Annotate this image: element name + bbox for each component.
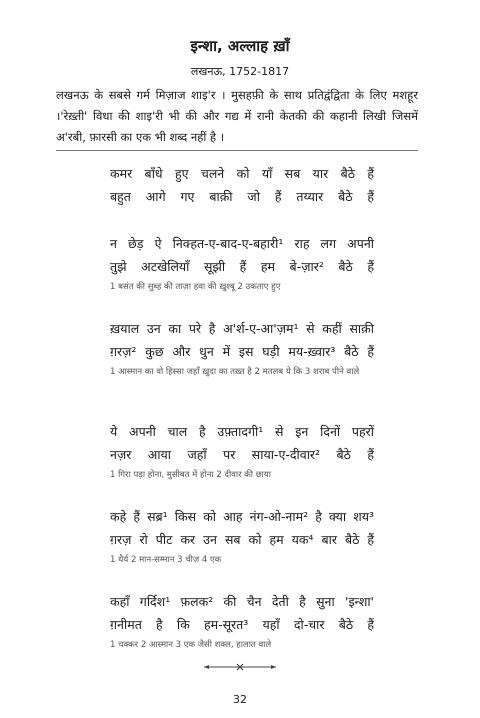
sher-2-footnote: 1 बसंत की सुब्ह की ताज़ा हवा की ख़ुश्बू 2 उकताए हुए [110,282,281,292]
sher-3-line-2: ग़रज़² कुछ और धुन में इस घड़ी मय-ख़्वार³ बैठे हैं [110,344,374,359]
sher-1-line-1: कमर बाँधे हुए चलने को याँ सब यार बैठे हैं [110,166,374,181]
sher-2-line-2: तुझे अटखेलियाँ सूझी हैं हम बे-ज़ार² बैठे हैं [110,259,374,274]
divider-line [56,150,418,151]
sher-6-footnote: 1 चक्कर 2 आस्मान 3 एक जैसी शक्ल, हालात वाले [110,640,272,650]
sher-4-line-1: ये अपनी चाल है उफ़्तादगी¹ से इन दिनों पहरों [110,424,374,439]
sher-6-line-1: कहाँ गर्दिश¹ फ़लक² की चैन देती है सुना 'इन्शा' [110,594,374,609]
sher-5-line-2: ग़रज़ रो पीट कर उन सब को हम यक⁴ बार बैठे हैं [110,532,374,547]
sher-1 [110,162,374,232]
sher-2 [110,232,374,317]
sher-4 [110,420,374,505]
sher-3 [110,317,374,420]
sher-6 [110,590,374,660]
sher-6-line-2: ग़नीमत है कि हम-सूरत³ यहाँ दो-चार बैठे हैं [110,617,374,632]
sher-5 [110,505,374,590]
sher-5-line-1: कहे हैं सब्र¹ किस को आह नंग-ओ-नाम² है क्या शय³ [110,509,374,524]
ghazal-body [110,162,374,660]
poet-introduction: लखनऊ के सबसे गर्म मिज़ाज शाइ'र । मुसहफ़ी के साथ प्रतिद्वंद्विता के लिए मशहूर ।'रेख़्ती' विधा की शाइ'री भी की और गद्य में रानी केतकी की कहानी लिखी जिसमें अ'रबी, फ़ारसी का एक भी शब्द नहीं है । [56,88,418,144]
sher-2-line-1: न छेड़ ऐ निक्हत-ए-बाद-ए-बहारी¹ राह लग अपनी [110,236,374,251]
sher-5-footnote: 1 धैर्य 2 मान-सम्मान 3 चीज़ 4 एक [110,555,222,565]
ornament-divider [202,662,278,672]
sher-3-line-1: ख़याल उन का परे है अ'र्श-ए-आ'ज़म¹ से कहीं साक़ी [110,321,374,336]
poet-name: इन्शा, अल्लाह ख़ाँ [190,37,290,55]
poet-place-years: लखनऊ, 1752-1817 [190,65,290,78]
sher-3-footnote: 1 आस्मान का वो हिस्सा जहाँ ख़ुदा का तख़्त है 2 मतलब ये कि 3 शराब पीने वाले [110,367,360,377]
sher-4-line-2: नज़र आया जहाँ पर साया-ए-दीवार² बैठे हैं [110,447,374,462]
page-number: 32 [233,693,247,706]
sher-1-line-2: बहुत आगे गए बाक़ी जो हैं तय्यार बैठे हैं [110,189,374,204]
sher-4-footnote: 1 गिरा पड़ा होना, मुसीबत में होना 2 दीवार की छाया [110,470,272,480]
